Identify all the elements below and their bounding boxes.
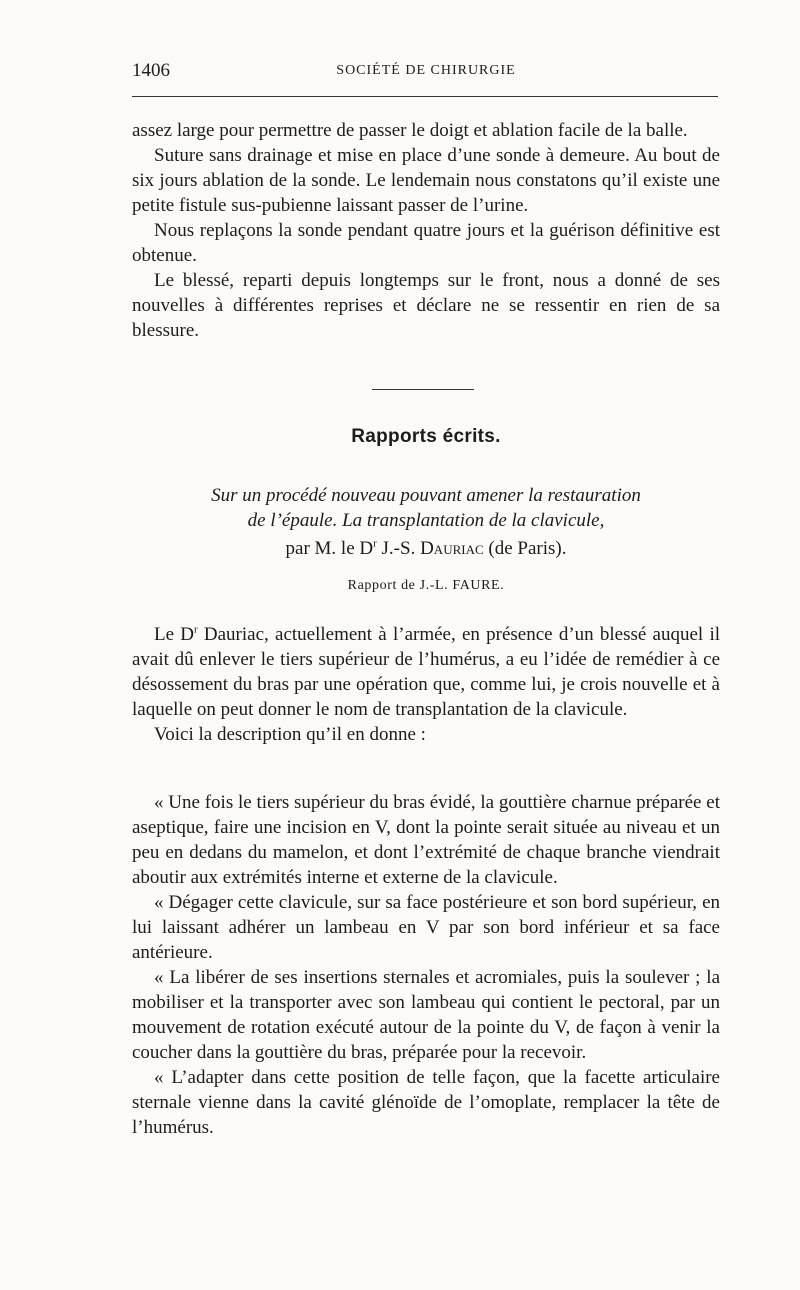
section-divider bbox=[372, 389, 474, 390]
author-name: Dauriac bbox=[420, 538, 484, 559]
quote-paragraph: « Dégager cette clavicule, sur sa face postérieure et son bord supérieur, en lui laissant adhérer un lambeau en V par son bord inférieur et sa face antérieure. bbox=[132, 892, 720, 963]
page-header bbox=[132, 60, 720, 84]
article-subtitle bbox=[132, 483, 720, 533]
byline bbox=[132, 538, 720, 560]
paragraph bbox=[132, 622, 720, 722]
byline-suffix: (de Paris). bbox=[483, 538, 567, 559]
intro-text-block bbox=[132, 622, 720, 747]
section-title: Rapports écrits. bbox=[351, 426, 501, 447]
paragraph: Le blessé, reparti depuis longtemps sur le front, nous a donné de ses nouvelles à différentes reprises et déclare ne se ressentir en rien de sa blessure. bbox=[132, 270, 720, 341]
paragraph: Nous replaçons la sonde pendant quatre jours et la guérison définitive est obtenue. bbox=[132, 220, 720, 266]
paragraph: Voici la description qu’il en donne : bbox=[154, 724, 426, 745]
byline-initials: J.-S. bbox=[376, 538, 421, 559]
intro-rest: Dauriac, actuellement à l’armée, en présence d’un blessé auquel il avait dû enlever le tiers supérieur de l’humérus, a eu l’idée de remédier à ce désossement du bras par une opération que, comme lui, je crois nouvelle et à laquelle on peut donner le nom de transplantation de la clavicule. bbox=[132, 624, 720, 720]
page-number: 1406 bbox=[132, 60, 170, 81]
intro-sup: r bbox=[194, 623, 198, 636]
quote-paragraph: « L’adapter dans cette position de telle façon, que la facette articulaire sternale vienne dans la cavité glénoïde de l’omoplate, remplacer la tête de l’humérus. bbox=[132, 1067, 720, 1138]
subtitle-line-2: de l’épaule. La transplantation de la clavicule, bbox=[247, 510, 605, 531]
quote-paragraph: « La libérer de ses insertions sternales et acromiales, puis la soulever ; la mobiliser et la transporter avec son lambeau qui contient le pectoral, par un mouvement de rotation exécuté autour de la pointe du V, de façon à venir la coucher dans la gouttière du bras, préparée pour la recevoir. bbox=[132, 967, 720, 1063]
quote-text-block bbox=[132, 790, 720, 1140]
header-rule bbox=[132, 96, 718, 97]
top-text-block bbox=[132, 118, 720, 343]
paragraph: Suture sans drainage et mise en place d’une sonde à demeure. Au bout de six jours ablation de la sonde. Le lendemain nous constatons qu’il existe une petite fistule sus-pubienne laissant passer de l’urine. bbox=[132, 145, 720, 216]
rapport-line: Rapport de J.-L. FAURE. bbox=[347, 578, 505, 593]
subtitle-line-1: Sur un procédé nouveau pouvant amener la restauration bbox=[211, 485, 641, 506]
paragraph: assez large pour permettre de passer le doigt et ablation facile de la balle. bbox=[132, 120, 688, 141]
byline-prefix: par M. le D bbox=[285, 538, 374, 559]
intro-start: Le D bbox=[154, 624, 194, 645]
quote-paragraph: « Une fois le tiers supérieur du bras évidé, la gouttière charnue préparée et aseptique, faire une incision en V, dont la pointe serait située au niveau et un peu en dedans du mamelon, et dont l’extrémité de chaque branche viendrait aboutir aux extrémités interne et externe de la clavicule. bbox=[132, 792, 720, 888]
running-title: SOCIÉTÉ DE CHIRURGIE bbox=[336, 63, 516, 78]
byline-sup: r bbox=[373, 537, 377, 550]
